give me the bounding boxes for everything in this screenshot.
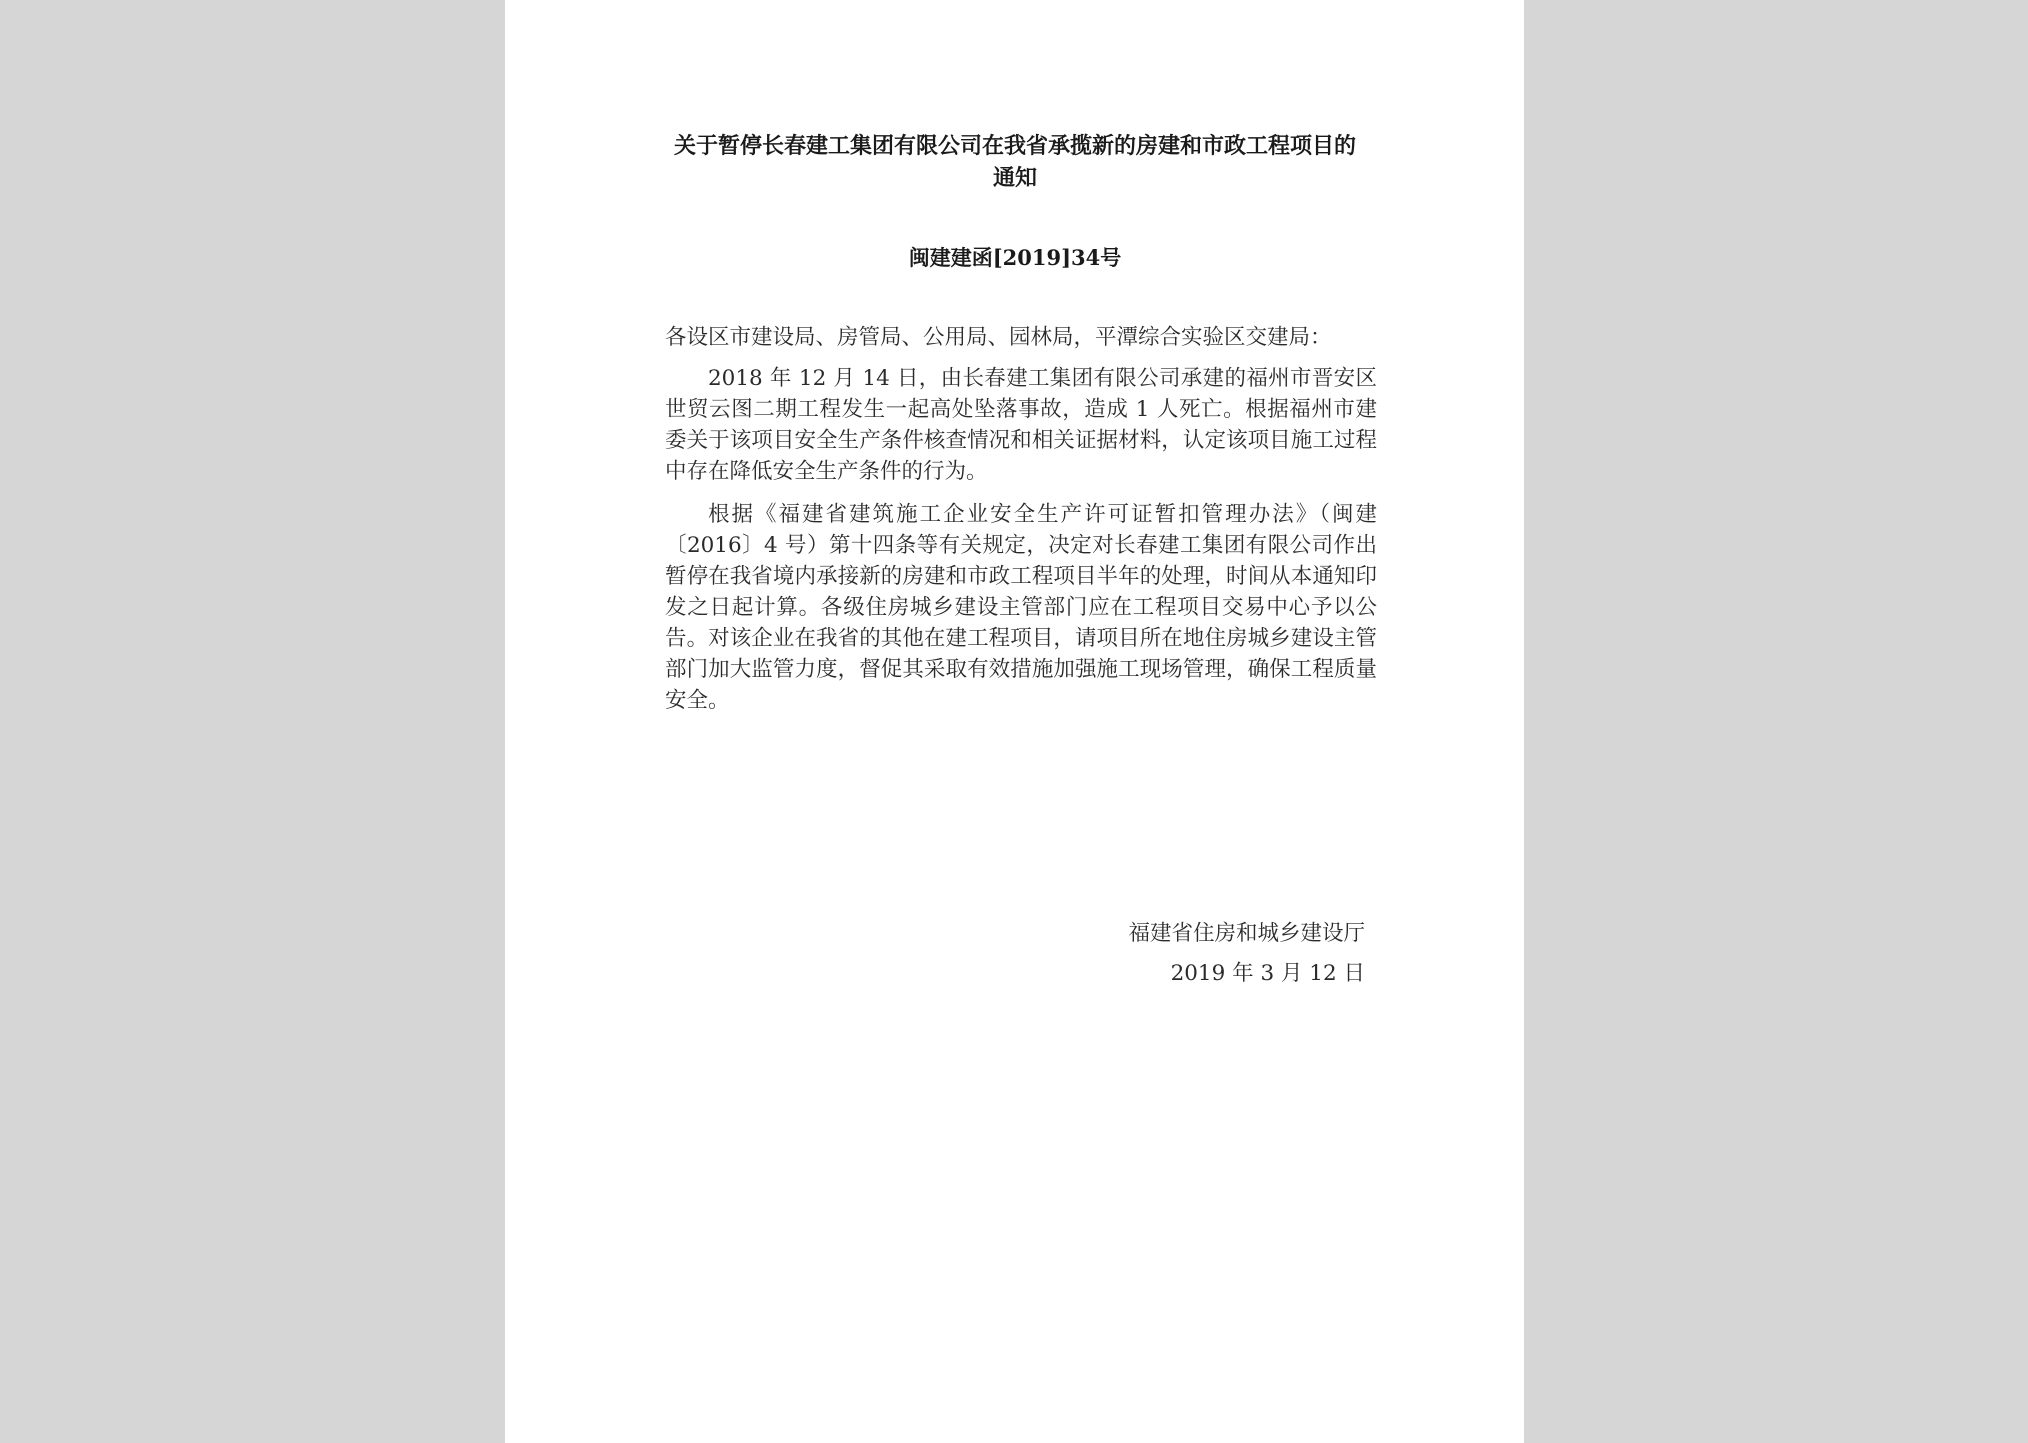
paragraph-1: 2018 年 12 月 14 日，由长春建工集团有限公司承建的福州市晋安区世贸云图二期工程发生一起高处坠落事故，造成 1 人死亡。根据福州市建委关于该项目安全生产条件核查情况和相关证据材料，认定该项目施工过程中存在降低安全生产条件的行为。 — [665, 366, 1377, 484]
signature-block — [1005, 914, 1365, 994]
issue-date: 2019 年 3 月 12 日 — [1170, 961, 1365, 986]
document-title: 关于暂停长春建工集团有限公司在我省承揽新的房建和市政工程项目的通知 — [673, 133, 1356, 191]
document-number: 闽建建函[2019]34号 — [908, 245, 1122, 270]
document-body — [665, 322, 1377, 728]
paragraph-2: 根据《福建省建筑施工企业安全生产许可证暂扣管理办法》（闽建〔2016〕4 号）第十四条等有关规定，决定对长春建工集团有限公司作出暂停在我省境内承接新的房建和市政工程项目半年的处理，时间从本通知印发之日起计算。各级住房城乡建设主管部门应在工程项目交易中心予以公告。对该企业在我省的其他在建工程项目，请项目所在地住房城乡建设主管部门加大监管力度，督促其采取有效措施加强施工现场管理，确保工程质量安全。 — [665, 502, 1377, 713]
salutation: 各设区市建设局、房管局、公用局、园林局，平潭综合实验区交建局： — [665, 325, 1332, 350]
document-page — [505, 0, 1524, 1443]
issuer-name: 福建省住房和城乡建设厅 — [1128, 921, 1365, 946]
